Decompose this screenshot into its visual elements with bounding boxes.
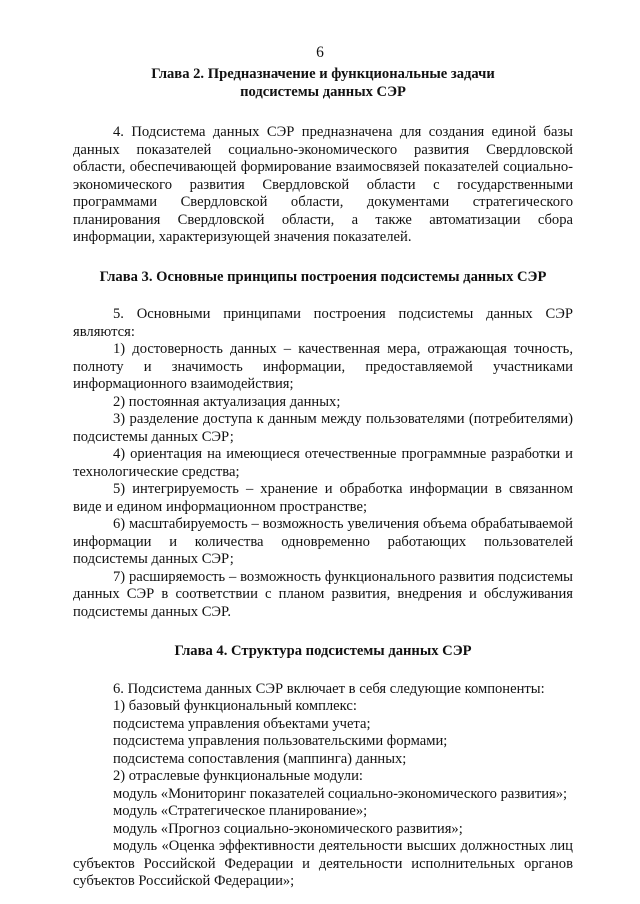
paragraph-5-intro: 5. Основными принципами построения подсистемы данных СЭР являются:: [73, 306, 573, 340]
chapter-3: [73, 269, 573, 622]
component-item: подсистема сопоставления (маппинга) данных;: [113, 750, 407, 767]
chapter-3-heading: Глава 3. Основные принципы построения подсистемы данных СЭР: [99, 268, 547, 285]
principle-item: 3) разделение доступа к данным между пользователями (потребителями) подсистемы данных СЭР;: [73, 411, 573, 445]
page-number: 6: [316, 44, 324, 61]
chapter-2-heading-line2: подсистемы данных СЭР: [240, 83, 406, 100]
chapter-2: [73, 66, 573, 247]
paragraph-4: 4. Подсистема данных СЭР предназначена для создания единой базы данных показателей социально-экономического развития Свердловской области, обеспечивающей формирование взаимосвязей показателей социально-экономического развития Свердловской области с государственными программами Свердловской области, документами стратегического планирования Свердловской области, а также автоматизации сбора информации, характеризующей значения показателей.: [73, 124, 573, 245]
principle-item: 4) ориентация на имеющиеся отечественные программные разработки и технологические средства;: [73, 446, 573, 480]
principle-item: 2) постоянная актуализация данных;: [113, 393, 341, 410]
chapter-2-heading-line1: Глава 2. Предназначение и функциональные задачи: [151, 66, 495, 82]
component-item: подсистема управления объектами учета;: [113, 715, 371, 732]
principle-item: 5) интегрируемость – хранение и обработка информации в связанном виде и едином информационном пространстве;: [73, 481, 573, 515]
chapter-2-heading: [73, 66, 573, 101]
component-item: модуль «Оценка эффективности деятельности высших должностных лиц субъектов Российской Федерации и деятельности исполнительных органов субъектов Российской Федерации»;: [73, 838, 573, 889]
component-item: 2) отраслевые функциональные модули:: [113, 768, 363, 784]
chapter-4-heading: Глава 4. Структура подсистемы данных СЭР: [174, 643, 472, 659]
document-body: [73, 66, 573, 891]
component-item: модуль «Мониторинг показателей социально-экономического развития»;: [113, 785, 568, 802]
principle-item: 1) достоверность данных – качественная мера, отражающая точность, полноту и значимость информации, предоставляемой участниками информационного взаимодействия;: [73, 341, 573, 392]
component-item: 1) базовый функциональный комплекс:: [113, 698, 357, 714]
component-item: подсистема управления пользовательскими формами;: [113, 733, 448, 749]
component-item: модуль «Стратегическое планирование»;: [113, 803, 368, 819]
paragraph-6-intro: 6. Подсистема данных СЭР включает в себя следующие компоненты:: [113, 680, 545, 697]
principle-item: 7) расширяемость – возможность функционального развития подсистемы данных СЭР в соответствии с планом развития, внедрения и обслуживания подсистемы данных СЭР.: [73, 568, 573, 620]
principle-item: 6) масштабируемость – возможность увеличения объема обрабатываемой информации и количества одновременно работающих пользователей подсистемы данных СЭР;: [73, 516, 573, 567]
component-item: модуль «Прогноз социально-экономического развития»;: [113, 820, 463, 837]
chapter-4: [73, 643, 573, 891]
